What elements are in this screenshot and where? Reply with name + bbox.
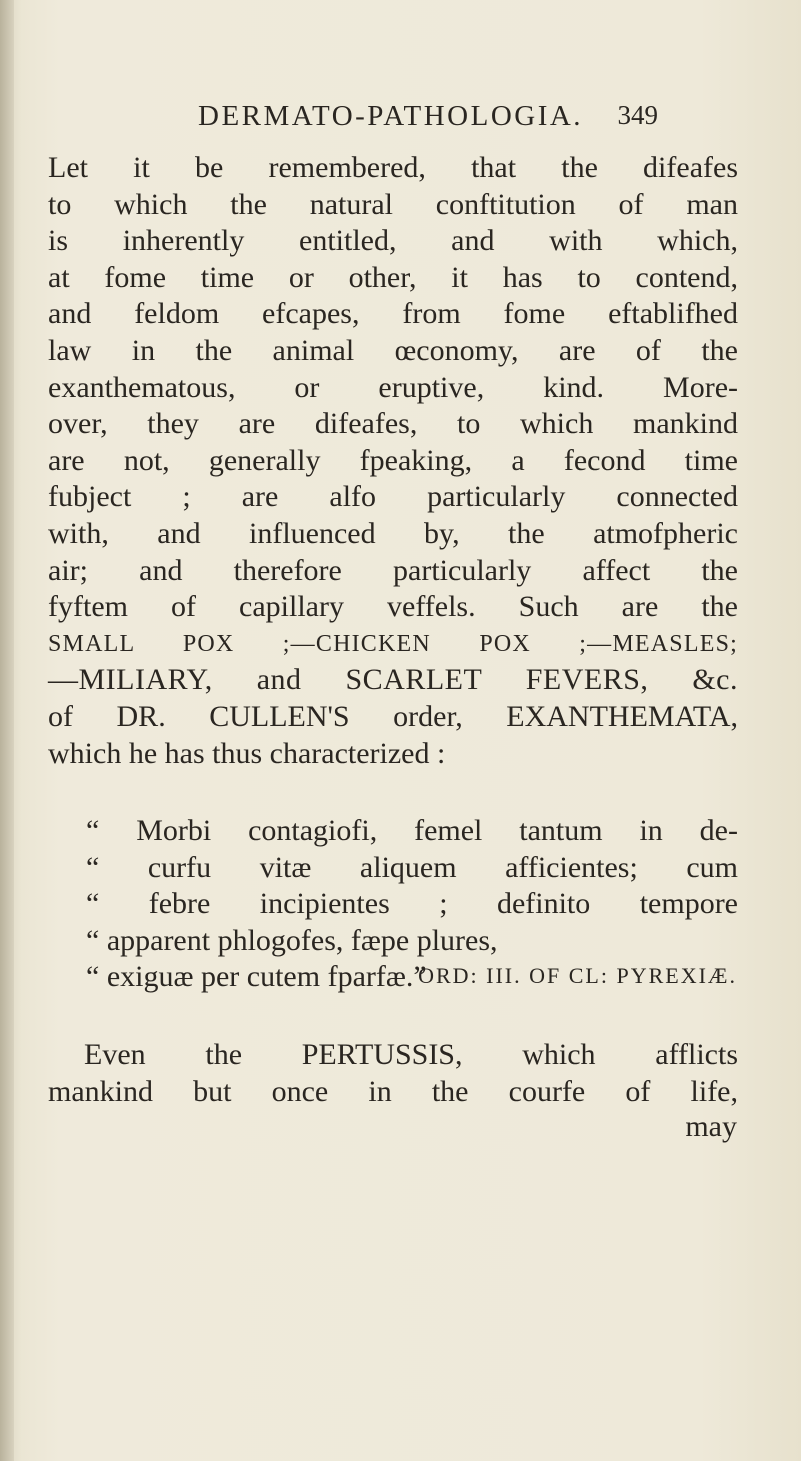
text-line: Let it be remembered, that the difeafes [48,151,738,184]
quote-line: “ febre incipientes ; definito tempore [86,887,738,921]
text-line: to which the natural conftitution of man [48,187,738,221]
text-line: and feldom efcapes, from fome eftablifhed [48,297,738,331]
text-line: of DR. CULLEN'S order, EXANTHEMATA, [48,699,738,733]
text-line: mankind but once in the courfe of life, [48,1074,738,1108]
page-header [198,100,658,140]
quote-line: “ apparent phlogofes, fæpe plures, [86,923,498,957]
text-line: Even the PERTUSSIS, which afflicts [84,1038,738,1071]
text-line: over, they are difeafes, to which mankind [48,407,738,441]
text-line: SMALL POX ;—CHICKEN POX ;—MEASLES; [48,630,738,657]
text-line: air; and therefore particularly affect the [48,553,738,587]
page-gutter [0,0,14,1461]
catchword: may [685,1110,737,1143]
text-line: law in the animal œconomy, are of the [48,333,738,367]
text-line: are not, generally fpeaking, a fecond time [48,443,738,477]
text-line: with, and influenced by, the atmofpheric [48,516,738,550]
text-line: at fome time or other, it has to contend, [48,260,738,294]
text-line: is inherently entitled, and with which, [48,224,738,258]
text-line: exanthematous, or eruptive, kind. More- [48,370,738,404]
text-line: which he has thus characterized : [48,736,446,770]
text-line: fyftem of capillary veffels. Such are the [48,590,738,624]
text-line: —MILIARY, and SCARLET FEVERS, &c. [48,663,738,697]
running-head: DERMATO-PATHOLOGIA. [198,100,584,132]
second-paragraph [48,1037,738,1110]
main-paragraph [48,150,738,772]
quote-line: “ exiguæ per cutem fparfæ.” [86,960,427,994]
text-line: fubject ; are alfo particularly connected [48,480,738,514]
quote-attribution: ORD: III. OF CL: PYREXIÆ. [418,963,737,988]
quote-line: “ Morbi contagiofi, femel tantum in de- [86,814,738,847]
page-number: 349 [617,100,658,130]
quote-line: “ curfu vitæ aliquem afficientes; cum [86,850,738,884]
